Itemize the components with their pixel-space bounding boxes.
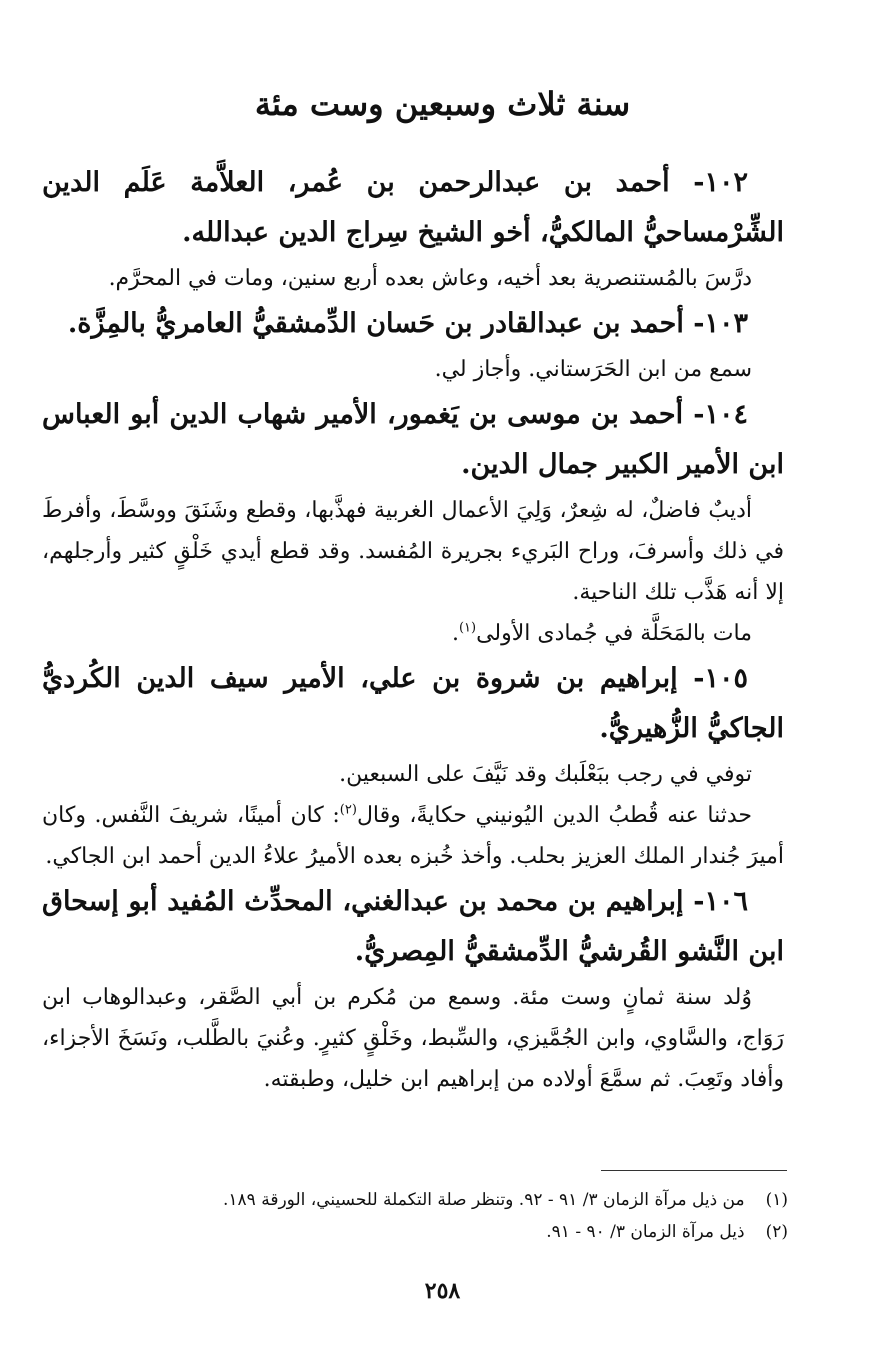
entry-paragraph: توفي في رجب ببَعْلَبك وقد نَيَّفَ على السبعين. [339,762,752,787]
paragraph-end: . [451,621,459,646]
footnote-text: من ذيل مرآة الزمان ٣/ ٩١ - ٩٢. وتنظر صلة التكملة للحسيني، الورقة ١٨٩. [223,1190,745,1210]
entry-number: ١٠٥- [693,663,748,694]
entry-paragraph: أديبٌ فاضلٌ، له شِعرٌ، وَلِيَ الأعمال الغربية فهذَّبها، وقطع وشَنَقَ ووسَّطَ، وأفرطَ في ذلك وأسرفَ، وراح البَريء بجريرة المُفسد. وقد قطع أيدي خَلْقٍ كثير وأرجلهم، إلا أنه هَذَّب تلك الناحية. [42,498,784,605]
footnote-marker: (١) [765,1190,788,1210]
page-number: ٢٥٨ [424,1278,461,1304]
entry-heading-text: إبراهيم بن شروة بن علي، الأمير سيف الدين الكُرديُّ الجاكيُّ الزُّهيريُّ. [42,663,784,744]
footnote-divider [601,1170,787,1171]
entry-number: ١٠٤- [693,399,748,430]
entry-number: ١٠٣- [693,308,748,339]
entry-heading-text: أحمد بن عبدالرحمن بن عُمر، العلاَّمة عَلَم الدين الشِّرْمساحيُّ المالكيُّ، أخو الشيخ سِراج الدين عبدالله. [42,167,784,248]
paragraph-text-continued: : كان أمينًا، شريفَ النَّفس. وكان أميرَ جُندار الملك العزيز بحلب. وأخذ خُبزه بعده الأميرُ علاءُ الدين أحمد ابن الجاكي. [42,803,784,869]
footnotes [60,1184,788,1248]
entry-paragraph: درَّسَ بالمُستنصرية بعد أخيه، وعاش بعده أربع سنين، ومات في المحرَّم. [108,266,752,291]
footnote-reference[interactable]: (١) [458,620,477,636]
footnote-marker: (٢) [765,1222,788,1242]
entry-heading [42,877,784,977]
entry-paragraph: وُلد سنة ثمانٍ وست مئة. وسمع من مُكرم بن أبي الصَّقر، وعبدالوهاب ابن رَوَاج، والسَّاوي، وابن الجُمَّيزي، والسِّبط، وخَلْقٍ كثيرٍ. وعُنيَ بالطَّلب، ونَسَخَ الأجزاء، وأفاد وتَعِبَ. ثم سمَّعَ أولاده من إبراهيم ابن خليل، وطبقته. [42,985,784,1092]
footnote [60,1216,788,1248]
footnote-reference[interactable]: (٢) [339,802,357,818]
entry-paragraph [42,795,784,877]
entry-number: ١٠٦- [693,886,748,917]
entry-heading [42,158,784,258]
entry-heading [42,390,784,490]
page-title: سنة ثلاث وسبعين وست مئة [254,85,631,123]
entry-paragraph [42,613,784,654]
footnote [60,1184,788,1216]
paragraph-text: مات بالمَحَلَّة في جُمادى الأولى [476,621,752,646]
entry-heading [42,654,784,754]
paragraph-text: حدثنا عنه قُطبُ الدين اليُونيني حكايةً، وقال [356,803,752,828]
entry-heading-text: إبراهيم بن محمد بن عبدالغني، المحدِّث المُفيد أبو إسحاق ابن النَّشو القُرشيُّ الدِّمشقيُّ المِصريُّ. [42,886,784,967]
entry-heading [42,299,784,349]
footnote-text: ذيل مرآة الزمان ٣/ ٩٠ - ٩١. [546,1222,745,1242]
entry-heading-text: أحمد بن عبدالقادر بن حَسان الدِّمشقيُّ العامريُّ بالمِزَّة. [67,308,684,339]
page-body [42,158,784,1100]
entry-paragraph: سمع من ابن الحَرَستاني. وأجاز لي. [434,357,752,382]
entry-heading-text: أحمد بن موسى بن يَغمور، الأمير شهاب الدين أبو العباس ابن الأمير الكبير جمال الدين. [42,399,784,480]
entry-number: ١٠٢- [693,167,748,198]
